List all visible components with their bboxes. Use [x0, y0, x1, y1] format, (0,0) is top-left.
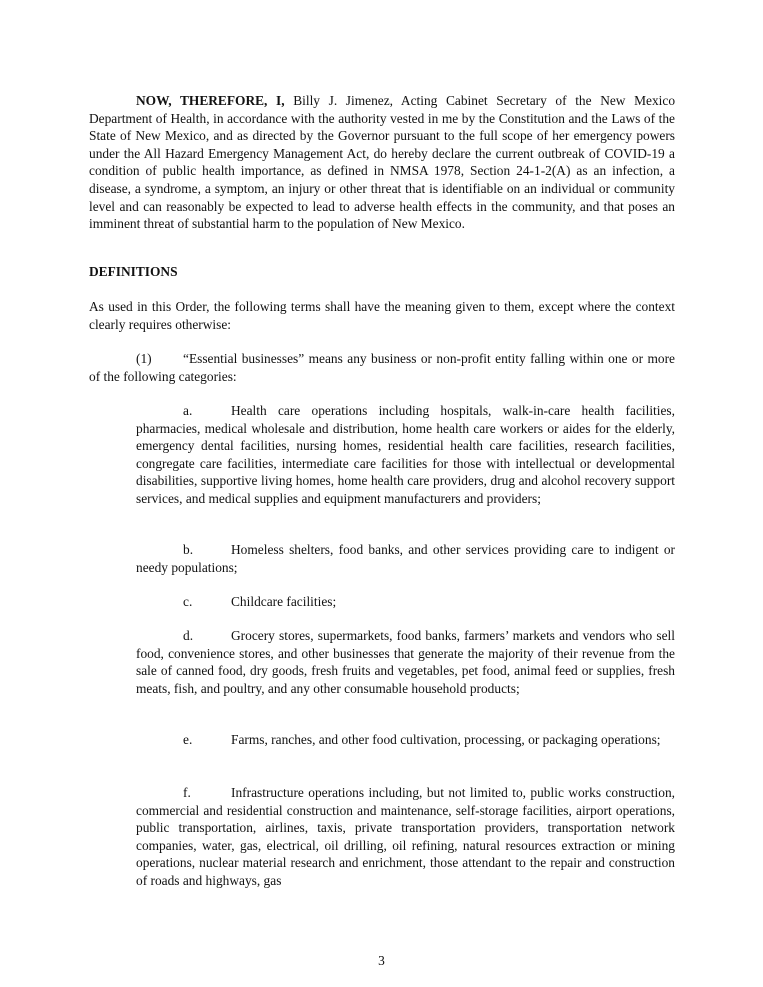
category-b: [136, 541, 675, 576]
category-f: [136, 784, 675, 890]
category-b-label: b.: [183, 542, 194, 557]
category-f-text: Infrastructure operations including, but not limited to, public works construction, commercial and residential construction and maintenance, self-storage facilities, airport operations, public transportation, airlines, taxis, private transportation providers, transportation network companies, water, gas, electrical, oil drilling, oil refining, natural resources extraction or mining operations, nuclear material research and enrichment, those attendant to the repair and construction of roads and highways, gas: [136, 785, 675, 888]
definition-item-1-text: “Essential businesses” means any business or non-profit entity falling within one or more of the following categories:: [89, 351, 675, 384]
definitions-intro: As used in this Order, the following terms shall have the meaning given to them, except where the context clearly requires otherwise:: [89, 299, 675, 332]
definition-item-1: [89, 350, 675, 385]
category-a-text: Health care operations including hospitals, walk-in-care health facilities, pharmacies, medical wholesale and distribution, home health care workers or aides for the elderly, emergency dental facilities, nursing homes, residential health care facilities, research facilities, congregate care facilities, intermediate care facilities for those with intellectual or developmental disabilities, supportive living homes, home health care providers, drug and alcohol recovery support services, and medical supplies and equipment manufacturers and providers;: [136, 403, 675, 506]
category-a: [136, 402, 675, 508]
category-e-text: Farms, ranches, and other food cultivation, processing, or packaging operations;: [231, 732, 661, 747]
category-d: [136, 627, 675, 697]
category-e-label: e.: [183, 732, 193, 747]
category-e: [136, 731, 675, 749]
category-c-text: Childcare facilities;: [231, 594, 337, 609]
page-number: 3: [378, 953, 385, 968]
category-c-label: c.: [183, 594, 193, 609]
category-f-label: f.: [183, 785, 191, 800]
category-c: [136, 593, 675, 611]
category-d-label: d.: [183, 628, 194, 643]
category-d-text: Grocery stores, supermarkets, food banks, farmers’ markets and vendors who sell food, convenience stores, and other businesses that generate the majority of their revenue from the sale of canned food, dry goods, fresh fruits and vegetables, pet food, animal feed or supplies, fresh meats, fish, and poultry, and any other consumable household products;: [136, 628, 675, 696]
intro-text: Billy J. Jimenez, Acting Cabinet Secretary of the New Mexico Department of Health, in accordance with the authority vested in me by the Constitution and the Laws of the State of New Mexico, and as directed by the Governor pursuant to the full scope of her emergency powers under the All Hazard Emergency Management Act, do hereby declare the current outbreak of COVID-19 a condition of public health importance, as defined in NMSA 1978, Section 24-1-2(A) as an infection, a disease, a syndrome, a symptom, an injury or other threat that is identifiable on an individual or community level and can reasonably be expected to lead to adverse health effects in the community, and that poses an imminent threat of substantial harm to the population of New Mexico.: [89, 93, 676, 232]
category-a-label: a.: [183, 403, 193, 418]
definitions-heading: DEFINITIONS: [89, 264, 178, 279]
intro-paragraph: [89, 92, 675, 233]
definition-item-1-label: (1): [136, 351, 152, 366]
intro-lead: NOW, THEREFORE, I,: [136, 93, 285, 108]
category-b-text: Homeless shelters, food banks, and other services providing care to indigent or needy populations;: [136, 542, 675, 575]
